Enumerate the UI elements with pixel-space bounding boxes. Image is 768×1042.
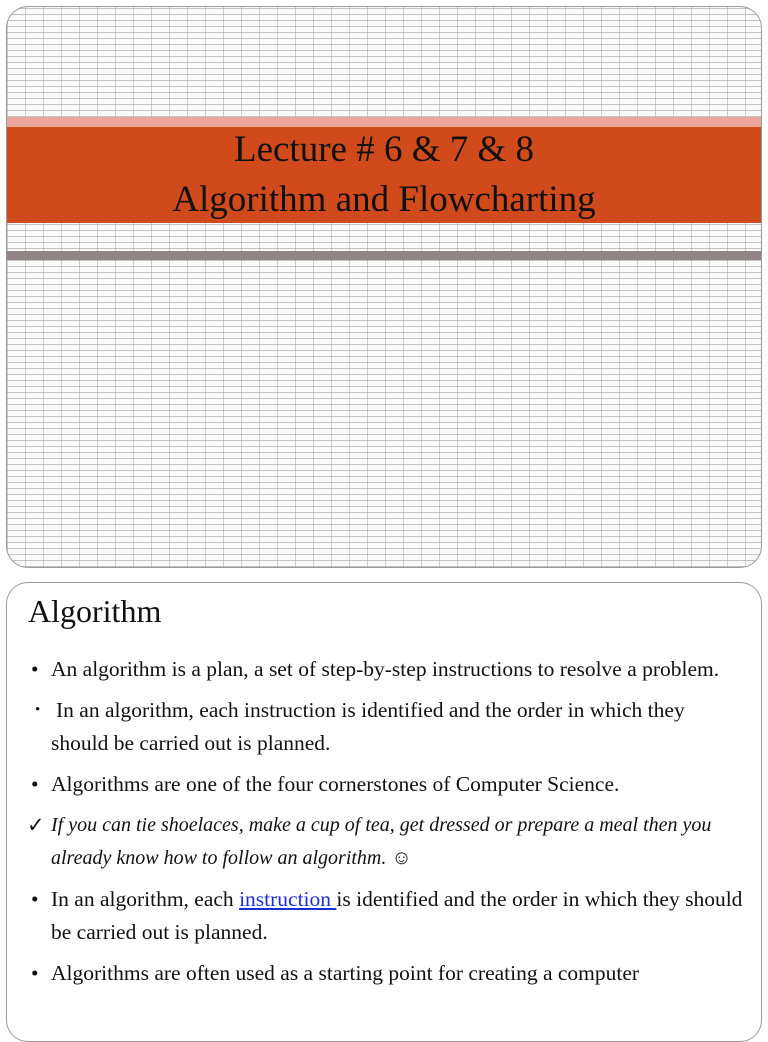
- checkmark-icon: ✓: [27, 813, 45, 837]
- list-item-text-end: is identified and the order in which they should be carried out is planned.: [51, 887, 743, 944]
- list-item: [7, 768, 761, 801]
- slide-heading: Algorithm: [28, 593, 162, 629]
- list-item: [7, 883, 761, 949]
- instruction-link[interactable]: instruction: [239, 887, 337, 911]
- lecture-subtitle: Algorithm and Flowcharting: [172, 179, 596, 220]
- title-slide: [6, 6, 762, 568]
- list-item-text: Algorithms are one of the four cornerstones of Computer Science.: [51, 772, 620, 796]
- list-item-text-start: In an algorithm, each: [51, 887, 240, 911]
- list-item-text: An algorithm is a plan, a set of step-by-step instructions to resolve a problem.: [51, 657, 720, 681]
- content-slide: [6, 582, 762, 1042]
- list-item: [7, 694, 761, 760]
- divider-bar: [7, 251, 761, 260]
- title-band: [7, 127, 761, 223]
- bullet-icon: •: [31, 657, 39, 681]
- list-item-text: Algorithms are often used as a starting point for creating a computer: [51, 961, 640, 985]
- list-item-text: [51, 887, 742, 944]
- list-item-text: If you can tie shoelaces, make a cup of tea, get dressed or prepare a meal then you already know how to follow an algorithm. ☺: [51, 814, 712, 869]
- bullet-icon: •: [31, 887, 39, 911]
- list-item: [7, 957, 761, 990]
- bullet-list: [7, 653, 761, 998]
- list-item: [7, 809, 761, 875]
- lecture-title: Lecture # 6 & 7 & 8: [233, 129, 535, 170]
- list-item-text: In an algorithm, each instruction is identified and the order in which they should be carried out is planned.: [51, 698, 685, 755]
- bullet-icon: •: [31, 772, 39, 796]
- bullet-icon: •: [31, 961, 39, 985]
- bullet-icon: •: [35, 702, 41, 718]
- list-item: [7, 653, 761, 686]
